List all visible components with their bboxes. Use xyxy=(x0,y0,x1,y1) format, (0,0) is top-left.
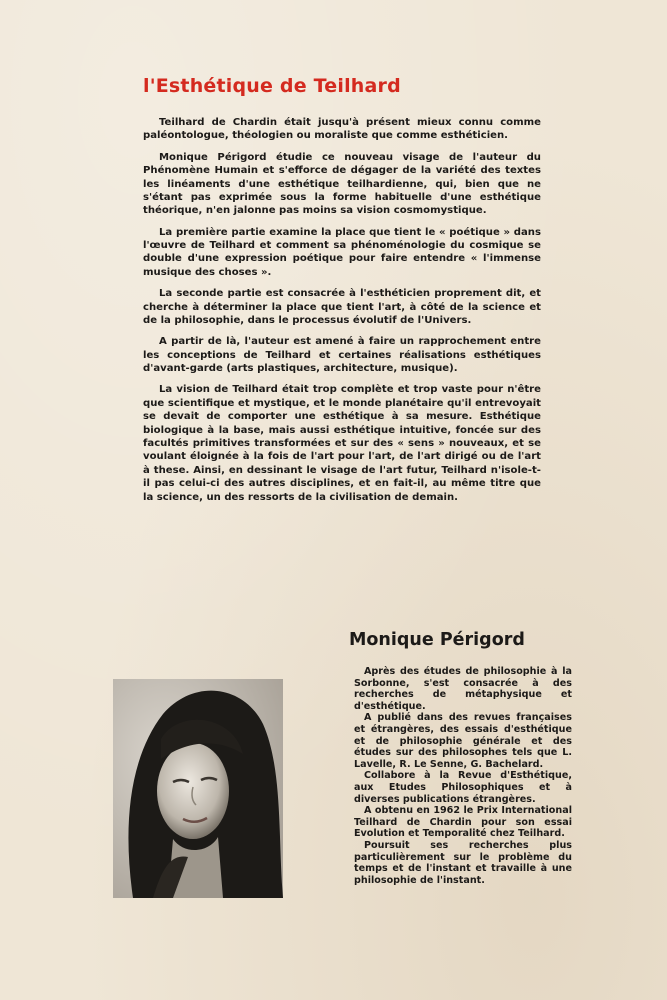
author-bio xyxy=(354,666,572,886)
back-cover-blurb xyxy=(143,116,541,512)
author-name: Monique Périgord xyxy=(349,630,525,650)
author-portrait-photo xyxy=(113,679,283,898)
page-title xyxy=(143,75,563,97)
bio-paragraph: Après des études de philosophie à la Sorbonne, s'est consacrée à des recherches de métaphysique et d'esthétique. xyxy=(354,666,572,712)
blurb-paragraph: A partir de là, l'auteur est amené à faire un rapprochement entre les conceptions de Teilhard et certaines réalisations esthétiques d'avant-garde (arts plastiques, architecture, musique). xyxy=(143,336,541,375)
blurb-paragraph: Monique Périgord étudie ce nouveau visage de l'auteur du Phénomène Humain et s'efforce de dégager de la variété des textes les linéaments d'une esthétique teilhardienne, qui, bien que ne s'étant pas exprimée sous la forme habituelle d'une esthétique théorique, n'en jalonne pas moins sa vision cosmomystique. xyxy=(143,151,541,217)
bio-paragraph: Collabore à la Revue d'Esthétique, aux Etudes Philosophiques et à diverses publications étrangères. xyxy=(354,770,572,805)
bio-paragraph: Poursuit ses recherches plus particulièrement sur le problème du temps et de l'instant et travaille à une philosophie de l'instant. xyxy=(354,839,572,886)
title-text: l'Esthétique de Teilhard xyxy=(143,75,401,97)
blurb-paragraph: La vision de Teilhard était trop complète et trop vaste pour n'être que scientifique et mystique, et le monde planétaire qu'il entrevoyait se devait de comporter une esthétique à sa mesure. Esthétique biologique à la base, mais aussi esthétique intuitive, foncée sur des facultés primitives transformées et sur des « sens » nouveaux, et se voulant éloignée à la fois de l'art pour l'art, de l'art dirigé ou de l'art à these. Ainsi, en dessinant le visage de l'art futur, Teilhard n'isole-t-il pas celui-ci des autres disciplines, et en fait-il, au même titre que la science, un des ressorts de la civilisation de demain. xyxy=(143,384,541,503)
blurb-paragraph: La seconde partie est consacrée à l'esthéticien proprement dit, et cherche à déterminer la place que tient l'art, à côté de la science et de la philosophie, dans le processus évolutif de l'Univers. xyxy=(143,288,541,326)
bio-paragraph: A obtenu en 1962 le Prix International Teilhard de Chardin pour son essai Evolution et Temporalité chez Teilhard. xyxy=(354,805,572,840)
bio-paragraph: A publié dans des revues françaises et étrangères, des essais d'esthétique et de philosophie générale et des études sur des philosophes tels que L. Lavelle, R. Le Senne, G. Bachelard. xyxy=(354,712,572,770)
blurb-paragraph: La première partie examine la place que tient le « poétique » dans l'œuvre de Teilhard et comment sa phénoménologie du cosmique se double d'une expression poétique pour faire entendre « l'immense musique des choses ». xyxy=(143,226,541,278)
blurb-paragraph: Teilhard de Chardin était jusqu'à présent mieux connu comme paléontologue, théologien ou moraliste que comme esthéticien. xyxy=(143,117,541,142)
